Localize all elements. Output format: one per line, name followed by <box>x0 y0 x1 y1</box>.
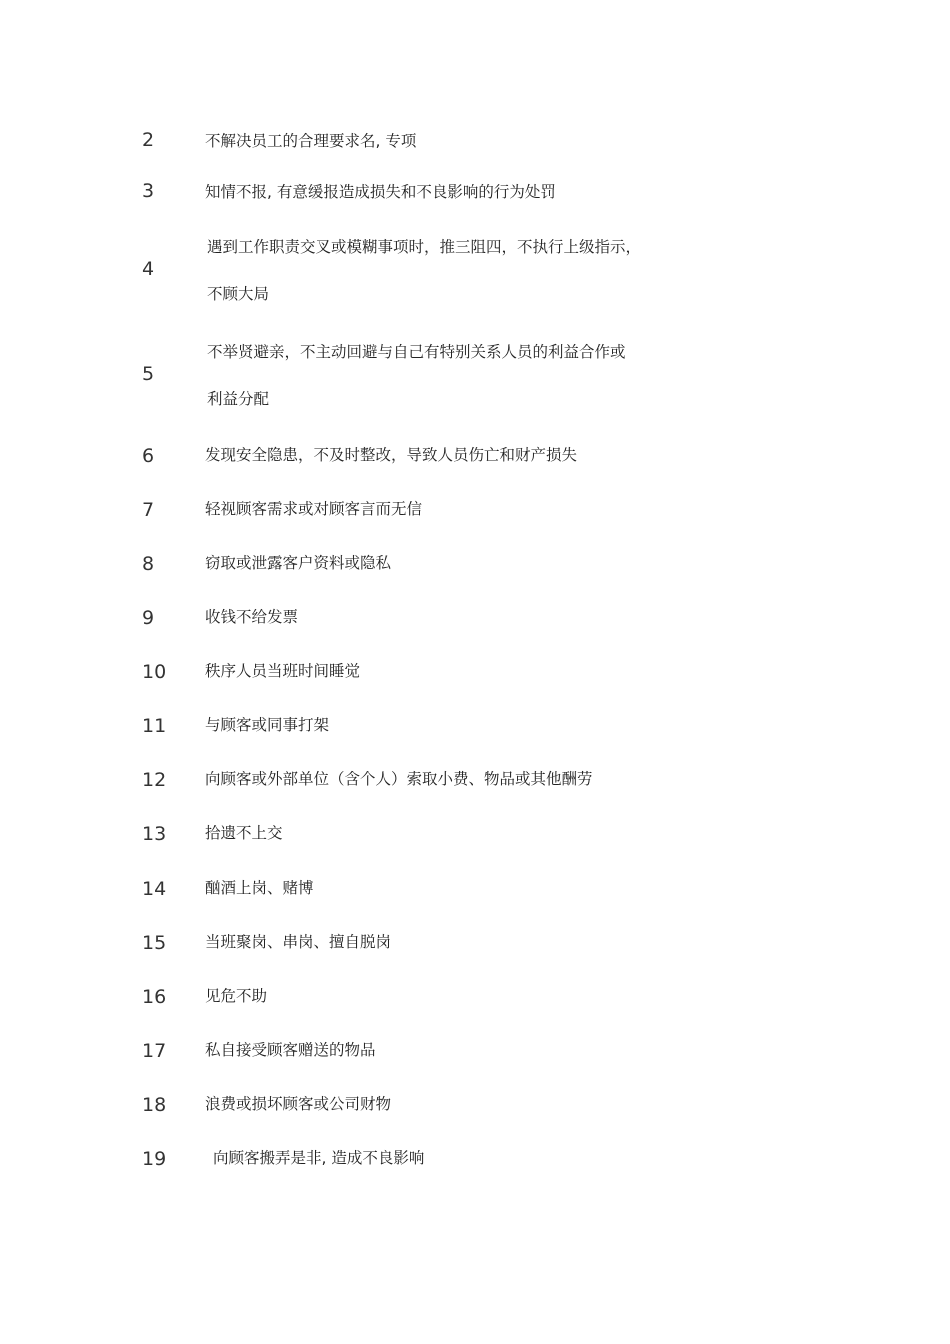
item-text: 私自接受顾客赠送的物品 <box>205 1041 376 1059</box>
item-text: 见危不助 <box>205 987 268 1005</box>
item-number: 16 <box>142 986 167 1008</box>
item-text: 遇到工作职责交叉或模糊事项时，推三阻四，不执行上级指示， <box>207 238 642 256</box>
item-text-continued: 利益分配 <box>207 390 270 408</box>
item-text: 拾遗不上交 <box>205 824 283 842</box>
item-number: 10 <box>142 661 167 683</box>
item-number: 5 <box>142 363 155 385</box>
item-number: 18 <box>142 1094 167 1116</box>
item-number: 6 <box>142 445 155 467</box>
item-text: 向顾客或外部单位（含个人）索取小费、物品或其他酬劳 <box>205 770 593 788</box>
item-text: 轻视顾客需求或对顾客言而无信 <box>205 500 423 518</box>
item-text: 窃取或泄露客户资料或隐私 <box>205 554 392 572</box>
item-number: 8 <box>142 553 155 575</box>
item-text: 知情不报, 有意缓报造成损失和不良影响的行为处罚 <box>205 183 556 201</box>
item-text: 不解决员工的合理要求名, 专项 <box>205 132 417 150</box>
item-number: 17 <box>142 1040 167 1062</box>
item-number: 13 <box>142 823 167 845</box>
item-number: 15 <box>142 932 167 954</box>
item-number: 3 <box>142 180 155 202</box>
item-text: 当班聚岗、串岗、擅自脱岗 <box>205 933 392 951</box>
item-text: 与顾客或同事打架 <box>205 716 330 734</box>
item-text: 发现安全隐患，不及时整改，导致人员伤亡和财产损失 <box>205 446 578 464</box>
item-number: 19 <box>142 1148 167 1170</box>
item-text: 向顾客搬弄是非, 造成不良影响 <box>213 1149 425 1167</box>
item-number: 11 <box>142 715 167 737</box>
item-number: 9 <box>142 607 155 629</box>
item-number: 4 <box>142 258 155 280</box>
item-text: 浪费或损坏顾客或公司财物 <box>205 1095 392 1113</box>
item-text: 酗酒上岗、赌博 <box>205 879 314 897</box>
item-number: 7 <box>142 499 155 521</box>
item-text: 不举贤避亲，不主动回避与自己有特别关系人员的利益合作或 <box>207 343 626 361</box>
item-text: 秩序人员当班时间睡觉 <box>205 662 361 680</box>
item-number: 12 <box>142 769 167 791</box>
item-text-continued: 不顾大局 <box>207 285 270 303</box>
item-number: 2 <box>142 129 155 151</box>
item-number: 14 <box>142 878 167 900</box>
item-text: 收钱不给发票 <box>205 608 299 626</box>
